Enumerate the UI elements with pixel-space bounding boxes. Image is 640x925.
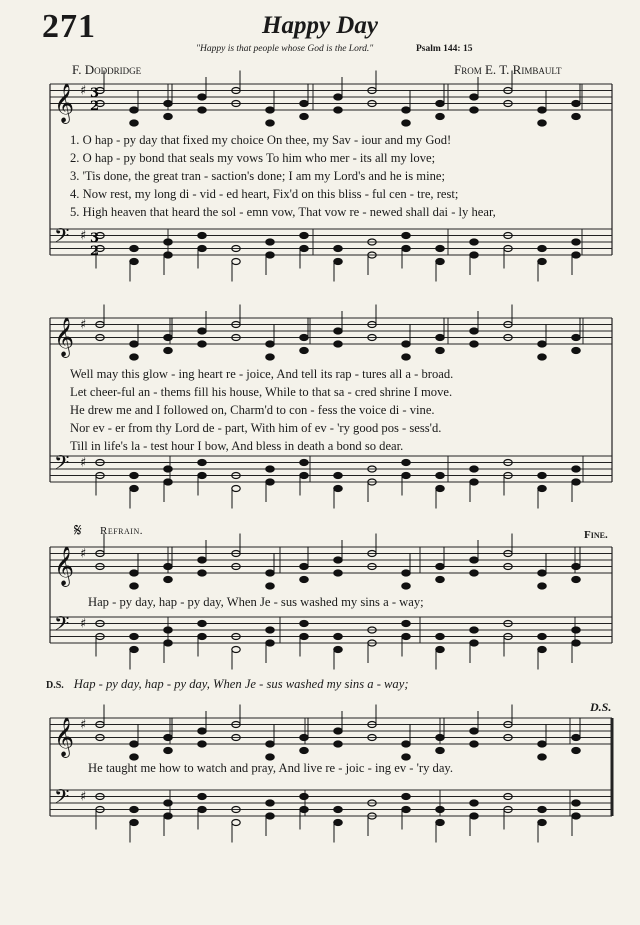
notehead [436, 101, 444, 107]
notehead [538, 570, 546, 576]
notehead [300, 473, 308, 479]
notehead [300, 348, 308, 354]
notehead [164, 348, 172, 354]
notehead [538, 486, 546, 492]
notehead [164, 627, 172, 633]
notehead [538, 741, 546, 747]
notehead [198, 634, 206, 640]
notehead [470, 570, 478, 576]
notehead [538, 107, 546, 113]
notehead [402, 354, 410, 360]
notehead [130, 583, 138, 589]
fine-label: Fine. [584, 529, 608, 541]
notehead [130, 634, 138, 640]
notehead [334, 741, 342, 747]
treble-clef-icon: 𝄞 [54, 83, 75, 123]
notehead [470, 741, 478, 747]
notehead [402, 570, 410, 576]
notehead [198, 94, 206, 100]
notehead [436, 807, 444, 813]
notehead [130, 754, 138, 760]
notehead [130, 473, 138, 479]
notehead [130, 807, 138, 813]
notehead [436, 564, 444, 570]
notehead [266, 570, 274, 576]
notehead [436, 486, 444, 492]
notehead [266, 252, 274, 258]
notehead [436, 820, 444, 826]
notehead [300, 577, 308, 583]
notehead [130, 647, 138, 653]
notehead [470, 466, 478, 472]
notehead [470, 107, 478, 113]
bass-clef-icon: 𝄢 [54, 612, 70, 640]
notehead [232, 259, 240, 265]
epigraph: "Happy is that people whose God is the Lord." [196, 44, 374, 54]
notehead [470, 252, 478, 258]
verse-3-line-1: 3. 'Tis done, the great tran - saction's done; I am my Lord's and he is mine; [70, 169, 445, 183]
notehead [402, 634, 410, 640]
notehead [198, 621, 206, 627]
notehead [572, 114, 580, 120]
notehead [402, 246, 410, 252]
notehead [198, 328, 206, 334]
time-sig-bottom: 2 [90, 99, 100, 114]
notehead [402, 807, 410, 813]
notehead [436, 335, 444, 341]
notehead [334, 486, 342, 492]
time-sig-bottom: 2 [90, 244, 100, 259]
notehead [538, 634, 546, 640]
notehead [266, 640, 274, 646]
notehead [300, 233, 308, 239]
sharp-icon: ♯ [80, 455, 87, 471]
notehead [198, 741, 206, 747]
notehead [572, 479, 580, 485]
notehead [402, 794, 410, 800]
verse-1-line-2: Well may this glow - ing heart re - joice, And tell its rap - tures all a - broad. [70, 367, 454, 381]
bass-clef-icon: 𝄢 [54, 451, 70, 479]
notehead [436, 473, 444, 479]
bass-clef-icon: 𝄢 [54, 224, 70, 252]
notehead [198, 557, 206, 563]
notehead [470, 239, 478, 245]
verse-5-line-2: Till in life's la - test hour I bow, And bless in death a bond so dear. [70, 439, 404, 453]
notehead [300, 807, 308, 813]
notehead [130, 120, 138, 126]
sharp-icon: ♯ [80, 717, 87, 733]
notehead [334, 820, 342, 826]
notehead [572, 813, 580, 819]
notehead [266, 107, 274, 113]
notehead [470, 341, 478, 347]
notehead [164, 252, 172, 258]
verse-2-line-1: 2. O hap - py bond that seals my vows To him who mer - its all my love; [70, 151, 436, 165]
notehead [232, 486, 240, 492]
notehead [538, 583, 546, 589]
notehead [572, 577, 580, 583]
notehead [334, 341, 342, 347]
notehead [470, 94, 478, 100]
verse-4-line-2: Nor ev - er from thy Lord de - part, With him of ev - 'ry good pos - sess'd. [70, 421, 442, 435]
notehead [266, 239, 274, 245]
notehead [538, 120, 546, 126]
hymn-title: Happy Day [262, 12, 378, 39]
notehead [572, 640, 580, 646]
notehead [402, 754, 410, 760]
notehead [436, 577, 444, 583]
notehead [436, 246, 444, 252]
notehead [470, 557, 478, 563]
notehead [300, 246, 308, 252]
notehead [402, 233, 410, 239]
notehead [402, 341, 410, 347]
notehead [402, 473, 410, 479]
notehead [538, 754, 546, 760]
scripture-reference: Psalm 144: 15 [416, 44, 473, 54]
segno-icon: 𝄋 [74, 520, 82, 541]
notehead [572, 800, 580, 806]
notehead [300, 101, 308, 107]
notehead [164, 479, 172, 485]
notehead [300, 114, 308, 120]
notehead [130, 246, 138, 252]
notehead [266, 120, 274, 126]
notehead [130, 341, 138, 347]
ds-label: D.S. [590, 700, 612, 714]
notehead [470, 627, 478, 633]
notehead [436, 634, 444, 640]
notehead [300, 634, 308, 640]
notehead [402, 120, 410, 126]
notehead [572, 564, 580, 570]
notehead [572, 101, 580, 107]
treble-clef-icon: 𝄞 [54, 317, 75, 357]
time-sig-top: 3 [90, 86, 100, 101]
notehead [164, 564, 172, 570]
notehead [334, 107, 342, 113]
treble-clef-icon: 𝄞 [54, 717, 75, 757]
notehead [470, 728, 478, 734]
notehead [470, 328, 478, 334]
notehead [334, 728, 342, 734]
verse-5-line-1: 5. High heaven that heard the sol - emn vow, That vow re - newed shall dai - ly hear, [70, 205, 496, 219]
notehead [164, 735, 172, 741]
notehead [436, 348, 444, 354]
composer-credit: From E. T. Rimbault [454, 62, 562, 77]
notehead [266, 479, 274, 485]
notehead [334, 94, 342, 100]
notehead [130, 570, 138, 576]
notehead [266, 354, 274, 360]
notehead [436, 647, 444, 653]
notehead [198, 246, 206, 252]
hymn-number: 271 [42, 8, 96, 45]
notehead [130, 107, 138, 113]
notehead [334, 647, 342, 653]
ds-repeat-text: Hap - py day, hap - py day, When Je - sus washed my sins a - way; [73, 677, 409, 691]
notehead [164, 640, 172, 646]
notehead [266, 627, 274, 633]
notehead [470, 813, 478, 819]
notehead [130, 820, 138, 826]
notehead [470, 479, 478, 485]
author-credit: F. Doddridge [72, 62, 142, 77]
notehead [334, 570, 342, 576]
refrain-line-1: Hap - py day, hap - py day, When Je - sus washed my sins a - way; [88, 595, 424, 609]
time-sig-top: 3 [90, 231, 100, 246]
notehead [164, 114, 172, 120]
notehead [470, 800, 478, 806]
notehead [334, 557, 342, 563]
notehead [164, 101, 172, 107]
notehead [198, 341, 206, 347]
verse-2-line-2: Let cheer-ful an - thems fill his house, While to that sa - cred shrine I move. [70, 385, 453, 399]
notehead [198, 570, 206, 576]
notehead [538, 473, 546, 479]
notehead [334, 807, 342, 813]
notehead [164, 577, 172, 583]
notehead [198, 794, 206, 800]
notehead [402, 583, 410, 589]
notehead [164, 466, 172, 472]
notehead [300, 335, 308, 341]
refrain-label: Refrain. [100, 525, 143, 537]
notehead [334, 328, 342, 334]
verse-4-line-1: 4. Now rest, my long di - vid - ed heart, Fix'd on this bliss - ful cen - tre, rest; [70, 187, 459, 201]
sharp-icon: ♯ [80, 228, 87, 244]
notehead [266, 813, 274, 819]
sharp-icon: ♯ [80, 317, 87, 333]
notehead [572, 466, 580, 472]
notehead [402, 621, 410, 627]
notehead [436, 735, 444, 741]
notehead [300, 794, 308, 800]
treble-clef-icon: 𝄞 [54, 546, 75, 586]
notehead [164, 813, 172, 819]
notehead [266, 583, 274, 589]
notehead [266, 800, 274, 806]
refrain-line-2: He taught me how to watch and pray, And live re - joic - ing ev - 'ry day. [88, 761, 454, 775]
notehead [300, 564, 308, 570]
notehead [266, 754, 274, 760]
sharp-icon: ♯ [80, 616, 87, 632]
notehead [164, 800, 172, 806]
notehead [402, 107, 410, 113]
sharp-icon: ♯ [80, 546, 87, 562]
notehead [572, 735, 580, 741]
notehead [300, 735, 308, 741]
notehead [334, 634, 342, 640]
notehead [572, 748, 580, 754]
notehead [538, 246, 546, 252]
verse-3-line-2: He drew me and I followed on, Charm'd to con - fess the voice di - vine. [70, 403, 435, 417]
ds-repeat-line [46, 677, 409, 692]
notehead [300, 460, 308, 466]
notehead [198, 807, 206, 813]
notehead [164, 239, 172, 245]
verse-1-line-1: 1. O hap - py day that fixed my choice On thee, my Sav - iour and my God! [70, 133, 452, 147]
notehead [198, 460, 206, 466]
notehead [572, 627, 580, 633]
notehead [572, 252, 580, 258]
notehead [266, 466, 274, 472]
ds-prefix: D.S. [46, 680, 64, 691]
notehead [572, 335, 580, 341]
notehead [232, 647, 240, 653]
notehead [334, 259, 342, 265]
notehead [130, 741, 138, 747]
notehead [538, 647, 546, 653]
notehead [300, 621, 308, 627]
notehead [334, 473, 342, 479]
notehead [436, 748, 444, 754]
notehead [130, 354, 138, 360]
notehead [402, 741, 410, 747]
notehead [198, 233, 206, 239]
notehead [538, 820, 546, 826]
notehead [232, 820, 240, 826]
notehead [572, 239, 580, 245]
sharp-icon: ♯ [80, 789, 87, 805]
notehead [266, 741, 274, 747]
notehead [436, 259, 444, 265]
notehead [198, 473, 206, 479]
notehead [538, 259, 546, 265]
notehead [538, 807, 546, 813]
notehead [470, 640, 478, 646]
notehead [164, 335, 172, 341]
notehead [198, 728, 206, 734]
notehead [300, 748, 308, 754]
notehead [334, 246, 342, 252]
notehead [402, 460, 410, 466]
notehead [538, 341, 546, 347]
notehead [266, 341, 274, 347]
notehead [130, 486, 138, 492]
bass-clef-icon: 𝄢 [54, 785, 70, 813]
sharp-icon: ♯ [80, 83, 87, 99]
notehead [436, 114, 444, 120]
notehead [130, 259, 138, 265]
notehead [538, 354, 546, 360]
notehead [198, 107, 206, 113]
notehead [164, 748, 172, 754]
notehead [572, 348, 580, 354]
